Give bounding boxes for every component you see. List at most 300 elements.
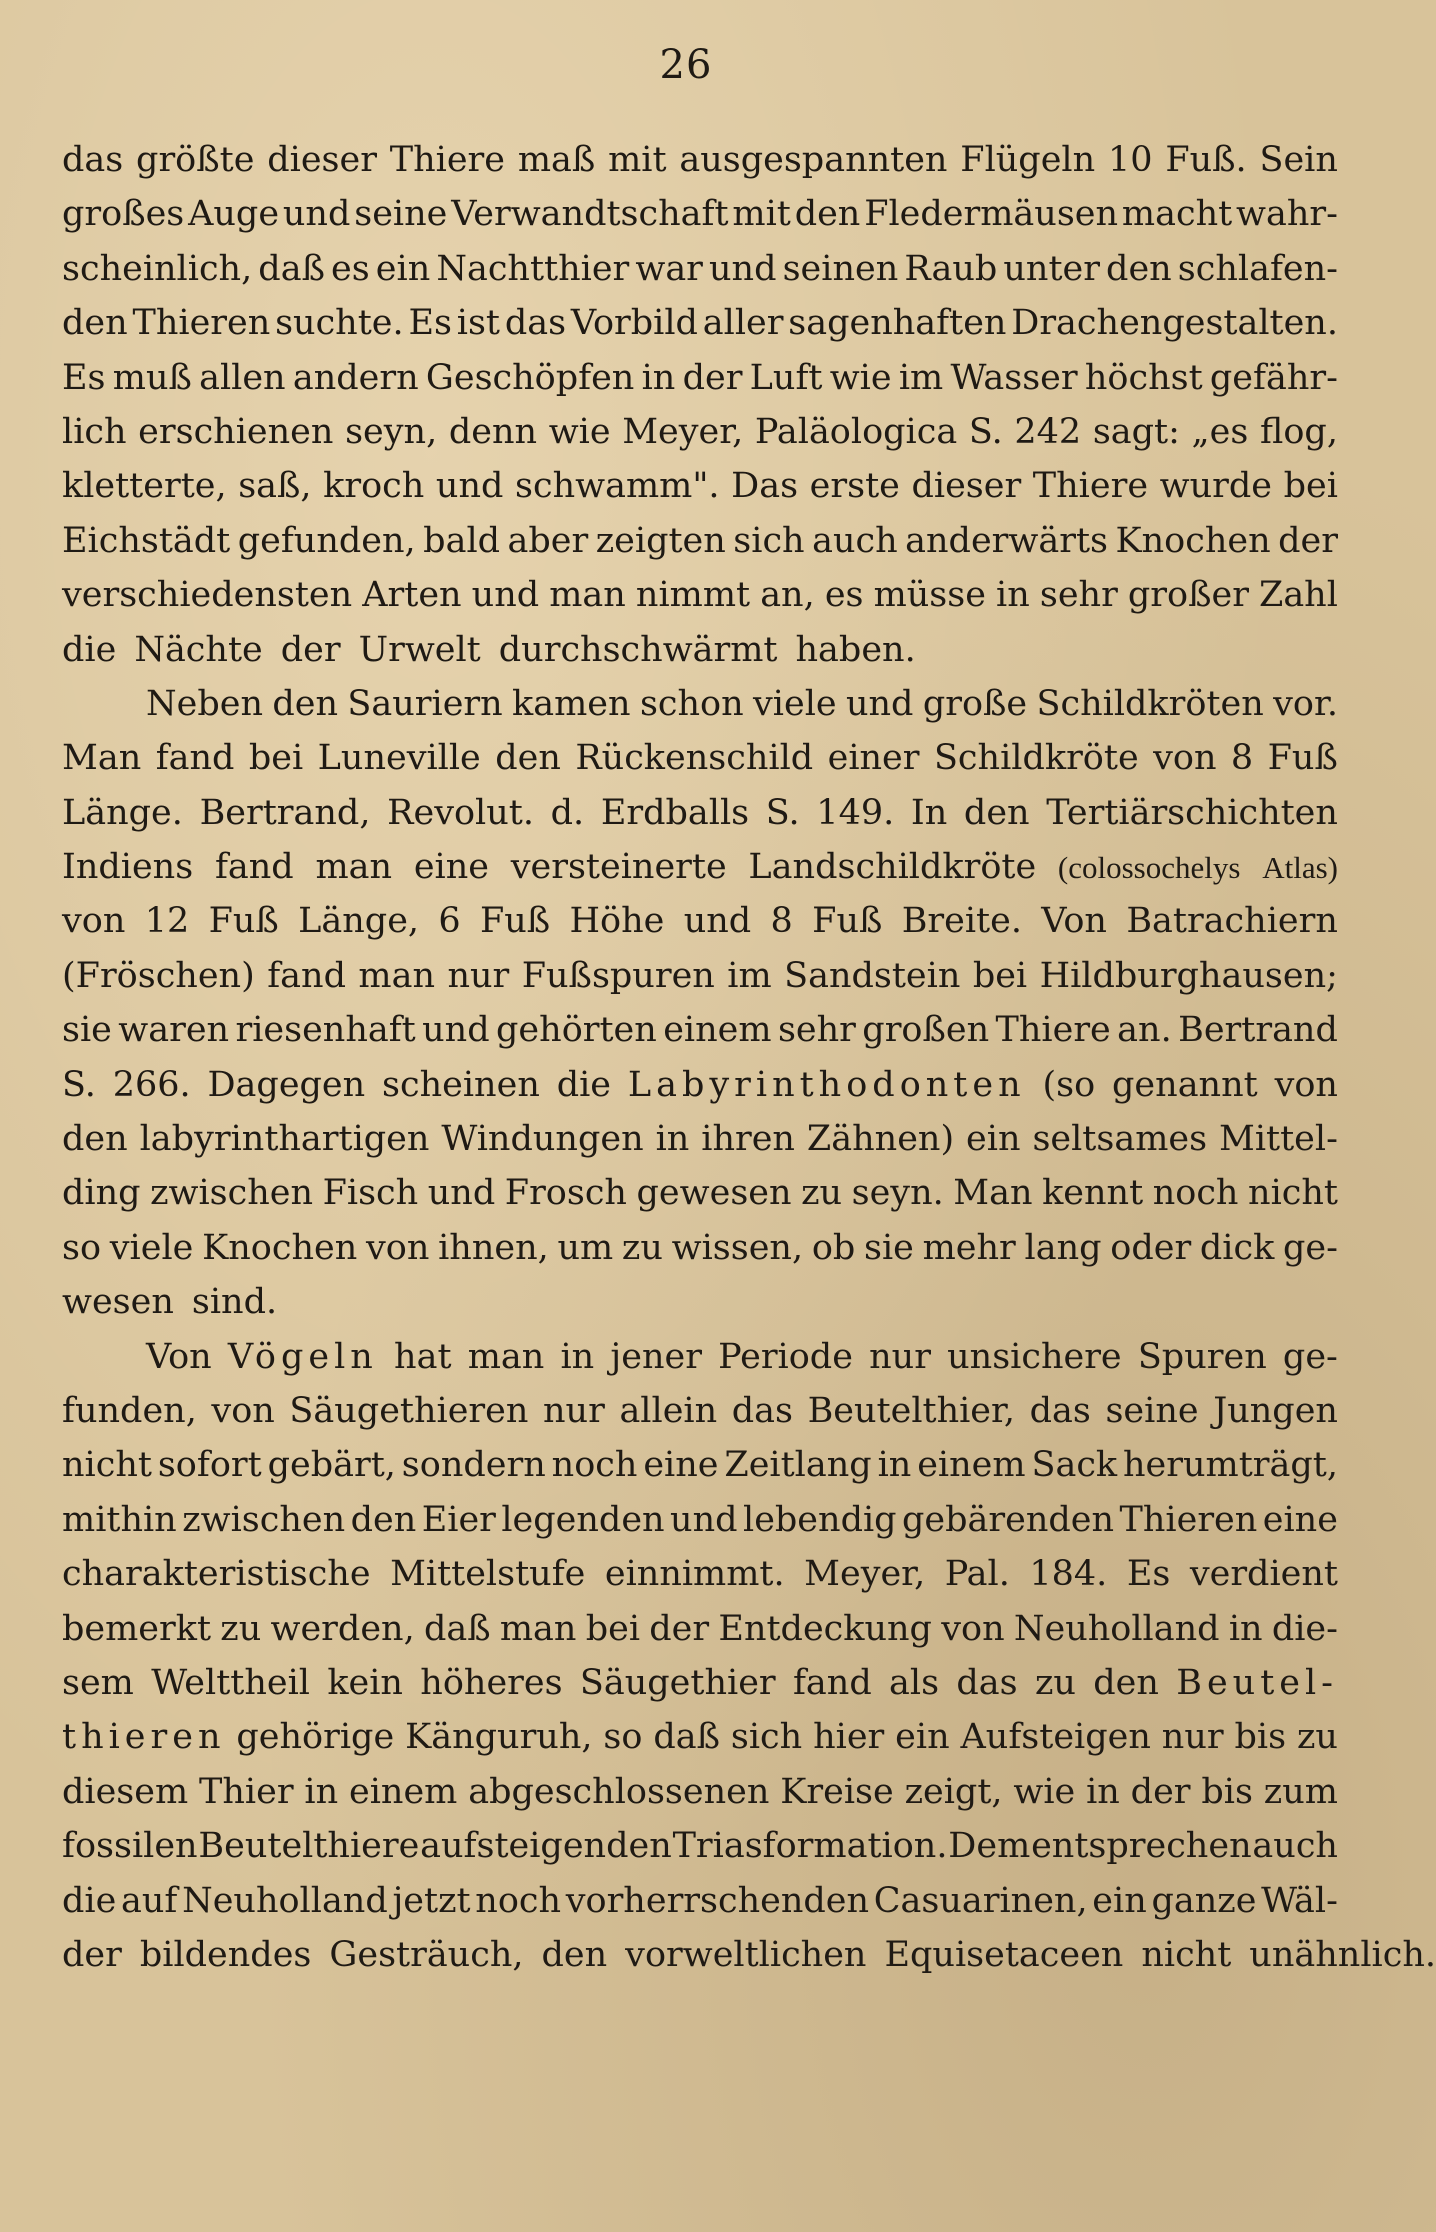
- word: sagenhaften: [788, 303, 1007, 344]
- word: aller: [702, 303, 784, 344]
- word: noch: [1152, 1173, 1239, 1214]
- text-line: [62, 1058, 1338, 1112]
- word: sehr: [1039, 575, 1118, 616]
- word: eine: [413, 847, 489, 888]
- word: Bertrand: [1178, 1010, 1338, 1051]
- word: Fuß: [812, 901, 883, 942]
- text-line: [62, 242, 1338, 296]
- word: kamen: [512, 683, 631, 724]
- word: thieren: [62, 1717, 226, 1758]
- word: diesem: [62, 1771, 189, 1812]
- word: sich: [733, 520, 805, 561]
- word: nur: [1161, 1717, 1224, 1758]
- word: ihren: [701, 1119, 795, 1160]
- text-line: [62, 1166, 1338, 1220]
- word: 8: [770, 901, 793, 942]
- word: zu: [801, 1173, 843, 1214]
- word: großes: [62, 194, 185, 235]
- word: Breite.: [901, 901, 1022, 942]
- word: großen: [862, 1010, 990, 1051]
- word: ein: [1092, 1880, 1147, 1921]
- word: Zähnen): [806, 1119, 955, 1160]
- word: nur: [543, 1390, 605, 1431]
- word: Urwelt: [358, 629, 481, 670]
- word: mit: [732, 194, 791, 235]
- word: den: [495, 738, 561, 779]
- word: Arten: [362, 575, 462, 616]
- word: die: [556, 1064, 612, 1105]
- word: Thiere: [389, 140, 506, 180]
- body-text: [62, 133, 1436, 1982]
- word: Vögeln: [227, 1336, 378, 1377]
- word: sie: [864, 1227, 914, 1268]
- word: denn: [448, 411, 538, 452]
- word: hier: [813, 1717, 885, 1758]
- word: bei: [248, 738, 304, 779]
- word: ding: [62, 1173, 141, 1214]
- word: bald: [423, 520, 501, 561]
- word: als: [889, 1662, 940, 1703]
- word: es: [824, 575, 864, 616]
- word: Aufsteigen: [960, 1717, 1151, 1758]
- word: Entdeckung: [718, 1608, 932, 1649]
- word: den: [794, 194, 861, 235]
- word: Verwandtschaft: [451, 194, 729, 235]
- word: zeigt,: [904, 1771, 1003, 1812]
- word: und: [427, 1173, 496, 1214]
- word: lebendig: [743, 1499, 897, 1540]
- word: sehr: [777, 1010, 856, 1051]
- word: Landschildkröte: [748, 847, 1037, 888]
- word: bildendes: [139, 1934, 312, 1975]
- word: fand: [214, 847, 294, 888]
- text-line: [62, 1928, 1436, 1982]
- word: Batrachiern: [1126, 901, 1338, 942]
- word: Länge.: [62, 792, 183, 833]
- word: vorherrschenden: [565, 1880, 870, 1921]
- word: sind.: [191, 1282, 278, 1323]
- word: ist: [456, 303, 501, 344]
- text-line: [62, 1493, 1338, 1547]
- word: wie: [548, 411, 611, 452]
- word: bei: [585, 1608, 641, 1649]
- word: sondern: [401, 1445, 546, 1486]
- word: herumträgt,: [1123, 1445, 1338, 1486]
- word: den: [1106, 248, 1172, 289]
- word: zu: [1296, 1717, 1338, 1758]
- text-line: [62, 1221, 1338, 1275]
- word: das: [956, 1662, 1018, 1703]
- word: seinen: [782, 248, 899, 289]
- word: Drachengestalten.: [1011, 303, 1338, 344]
- word: das: [62, 140, 124, 180]
- word: und: [670, 1499, 738, 1540]
- word: die: [62, 629, 117, 670]
- word: und: [282, 194, 351, 235]
- word: Paläologica: [754, 411, 958, 452]
- word: so: [62, 1227, 102, 1268]
- word: aufsteigenden: [420, 1826, 672, 1867]
- word: seine: [1105, 1390, 1199, 1431]
- word: Mittel-: [1219, 1119, 1338, 1160]
- word: wie: [829, 357, 892, 398]
- word: versteinerte: [510, 847, 727, 888]
- word: lich: [62, 411, 127, 452]
- word: das: [731, 1390, 793, 1431]
- word: Zeitlang: [724, 1445, 872, 1486]
- word: in: [996, 575, 1030, 616]
- word: Das: [731, 466, 799, 507]
- word: unter: [1003, 248, 1100, 289]
- word: den: [62, 1119, 128, 1160]
- text-line: [62, 1656, 1338, 1710]
- word: fossilen: [62, 1826, 198, 1867]
- word: ob: [811, 1227, 856, 1268]
- word: nicht: [1248, 1173, 1338, 1214]
- word: mit: [608, 140, 667, 180]
- word: vor.: [1273, 683, 1338, 724]
- word: seyn.: [851, 1173, 944, 1214]
- word: Welttheil: [151, 1662, 310, 1703]
- word: der: [682, 357, 743, 398]
- word: Sauriern: [347, 683, 503, 724]
- word: zu: [1034, 1662, 1076, 1703]
- word: verdient: [1189, 1554, 1338, 1595]
- word: Pal.: [944, 1554, 1010, 1595]
- word: In: [910, 792, 948, 833]
- word: nicht: [1141, 1934, 1232, 1975]
- text-line: [62, 1710, 1338, 1764]
- word: nicht: [62, 1445, 152, 1486]
- text-line: [62, 351, 1338, 405]
- word: (colossochelys: [1057, 850, 1241, 886]
- word: Beutelthier,: [807, 1390, 1016, 1431]
- word: vorweltlichen: [625, 1934, 867, 1975]
- word: anderwärts: [905, 520, 1108, 561]
- word: auf: [121, 1880, 178, 1921]
- word: zwischen: [182, 1499, 346, 1540]
- word: Vorbild: [570, 303, 698, 344]
- word: Sandstein: [784, 955, 961, 996]
- word: (Fröschen): [62, 955, 255, 996]
- text-line: [62, 568, 1338, 622]
- word: Equisetaceen: [884, 1934, 1124, 1975]
- text-line: [62, 1819, 1338, 1873]
- word: 266.: [112, 1064, 191, 1105]
- word: in: [655, 1119, 690, 1160]
- word: um: [557, 1227, 614, 1268]
- word: funden,: [62, 1390, 197, 1431]
- word: sem: [62, 1662, 134, 1703]
- word: bei: [972, 955, 1028, 996]
- text-line: [62, 1112, 1338, 1166]
- word: Geschöpfen: [425, 357, 635, 398]
- word: in: [560, 1336, 595, 1377]
- word: Wasser: [950, 357, 1078, 398]
- word: 8: [1230, 738, 1254, 779]
- word: Von: [1041, 901, 1107, 942]
- word: charakteristische: [62, 1554, 371, 1595]
- text-line: [62, 459, 1338, 513]
- word: Fuß: [1267, 738, 1338, 779]
- word: S.: [968, 411, 1003, 452]
- word: zu: [220, 1608, 262, 1649]
- word: Es: [1126, 1554, 1171, 1595]
- word: daß: [423, 1608, 491, 1649]
- word: den: [963, 792, 1030, 833]
- word: Säugethieren: [289, 1390, 529, 1431]
- word: Knochen: [202, 1227, 358, 1268]
- word: sofort: [157, 1445, 262, 1486]
- word: ein: [966, 1119, 1021, 1160]
- word: Atlas): [1262, 850, 1338, 886]
- word: mithin: [62, 1499, 177, 1540]
- text-line: [62, 840, 1338, 894]
- word: macht: [1121, 194, 1233, 235]
- text-line: [62, 514, 1338, 568]
- word: Man: [953, 1173, 1033, 1214]
- text-line: [62, 786, 1338, 840]
- word: zwischen: [150, 1173, 314, 1214]
- word: gewesen: [636, 1173, 792, 1214]
- word: bis: [1234, 1717, 1287, 1758]
- page-number: 26: [659, 42, 713, 88]
- word: dieser: [911, 466, 1022, 507]
- word: Luft: [749, 357, 823, 398]
- word: von: [941, 1608, 1005, 1649]
- word: gehörten: [496, 1010, 657, 1051]
- word: flog,: [1260, 411, 1338, 452]
- word: Neben: [146, 683, 263, 724]
- word: ein: [895, 1717, 950, 1758]
- word: ganze: [1151, 1880, 1257, 1921]
- text-line: [62, 1275, 1338, 1329]
- word: ge-: [1282, 1336, 1338, 1377]
- word: erschienen: [138, 411, 334, 452]
- word: viele: [753, 683, 837, 724]
- word: auch: [1252, 1826, 1338, 1867]
- word: Fuß: [208, 901, 279, 942]
- word: Revolut.: [387, 792, 534, 833]
- word: gefähr-: [1209, 357, 1338, 398]
- word: lang: [1024, 1227, 1102, 1268]
- word: man: [549, 575, 626, 616]
- word: hat: [394, 1336, 452, 1377]
- word: und: [709, 248, 777, 289]
- word: das: [1029, 1390, 1091, 1431]
- word: ausgespannten: [679, 140, 948, 180]
- word: Thier: [199, 1771, 294, 1812]
- word: große: [922, 683, 1028, 724]
- word: war: [635, 248, 703, 289]
- word: von: [62, 901, 126, 942]
- word: unsichere: [947, 1336, 1122, 1377]
- word: wesen: [62, 1282, 174, 1323]
- word: dieser: [267, 140, 377, 180]
- word: fand: [155, 738, 235, 779]
- word: oder: [1110, 1227, 1192, 1268]
- word: Bertrand,: [199, 792, 371, 833]
- text-line: [62, 1438, 1338, 1492]
- word: verschiedensten: [62, 575, 353, 616]
- word: sie: [62, 1010, 112, 1051]
- word: 242: [1014, 411, 1082, 452]
- word: schwamm".: [515, 466, 720, 507]
- text-line: [62, 1003, 1338, 1057]
- word: der: [62, 1934, 122, 1975]
- word: einer: [827, 738, 920, 779]
- word: von: [1153, 738, 1217, 779]
- word: bei: [1283, 466, 1338, 507]
- word: und: [435, 466, 504, 507]
- word: man: [467, 1336, 545, 1377]
- word: fand: [792, 1662, 872, 1703]
- word: seine: [354, 194, 448, 235]
- word: genannt: [1112, 1064, 1258, 1105]
- text-line: [62, 1602, 1338, 1656]
- word: Spuren: [1137, 1336, 1267, 1377]
- word: und: [471, 575, 540, 616]
- word: entsprechen: [1031, 1826, 1252, 1867]
- word: viele: [109, 1227, 194, 1268]
- word: maß: [517, 140, 596, 180]
- word: Luneville: [317, 738, 481, 779]
- word: höchst: [1084, 357, 1203, 398]
- word: Triasformation.: [672, 1826, 948, 1867]
- word: den: [272, 683, 339, 724]
- word: der: [1130, 1771, 1191, 1812]
- word: im: [898, 357, 944, 398]
- word: Knochen: [1115, 520, 1271, 561]
- word: scheinlich,: [62, 248, 253, 289]
- word: saß,: [238, 466, 312, 507]
- word: Schildkröte: [933, 738, 1139, 779]
- word: Fußspuren: [521, 955, 715, 996]
- word: man: [499, 1608, 577, 1649]
- word: Fledermäusen: [864, 194, 1119, 235]
- word: Kreise: [780, 1771, 894, 1812]
- word: in: [641, 357, 676, 398]
- word: gefunden,: [237, 520, 416, 561]
- word: Auge: [188, 194, 280, 235]
- word: Thieren: [132, 303, 271, 344]
- word: Dem: [948, 1826, 1031, 1867]
- word: Mittelstufe: [390, 1554, 586, 1595]
- word: wie: [1013, 1771, 1076, 1812]
- word: Man: [62, 738, 142, 779]
- word: jener: [610, 1336, 702, 1377]
- word: der: [1278, 520, 1338, 561]
- word: das: [504, 303, 567, 344]
- word: Von: [146, 1336, 212, 1377]
- text-line: [62, 1874, 1338, 1928]
- word: Wäl-: [1261, 1880, 1338, 1921]
- text-line: [62, 133, 1338, 187]
- word: Windungen: [441, 1119, 644, 1160]
- word: Periode: [718, 1336, 853, 1377]
- word: ein: [375, 248, 431, 289]
- word: von: [1274, 1064, 1338, 1105]
- word: den: [350, 1499, 417, 1540]
- word: labyrinthartigen: [139, 1119, 430, 1160]
- text-line: [62, 187, 1338, 241]
- word: Meyer,: [804, 1554, 926, 1595]
- word: von: [365, 1227, 430, 1268]
- word: an.: [1117, 1010, 1172, 1051]
- word: scheinen: [382, 1064, 540, 1105]
- word: Eichstädt: [62, 520, 231, 561]
- word: Labyrinthodonten: [627, 1064, 1026, 1105]
- word: legenden: [501, 1499, 665, 1540]
- word: nur: [869, 1336, 931, 1377]
- word: noch: [551, 1445, 638, 1486]
- text-line: [62, 677, 1338, 731]
- word: fand: [267, 955, 346, 996]
- word: einnimmt.: [604, 1554, 785, 1595]
- word: so: [603, 1717, 643, 1758]
- word: in: [304, 1771, 339, 1812]
- word: höheres: [420, 1662, 563, 1703]
- word: zum: [1263, 1771, 1338, 1812]
- word: die-: [1271, 1608, 1338, 1649]
- word: andern: [292, 357, 419, 398]
- word: (so: [1042, 1064, 1096, 1105]
- word: 12: [144, 901, 190, 942]
- word: Thiere: [1032, 466, 1149, 507]
- word: Gesträuch,: [329, 1934, 524, 1975]
- word: durchschwärmt: [498, 629, 778, 670]
- word: Höhe: [569, 901, 665, 942]
- word: schlafen-: [1177, 248, 1338, 289]
- word: im: [727, 955, 772, 996]
- word: Neuholland: [1013, 1608, 1220, 1649]
- word: S.: [765, 792, 800, 833]
- word: ihnen,: [438, 1227, 549, 1268]
- word: mehr: [922, 1227, 1016, 1268]
- word: Beutel-: [1176, 1662, 1338, 1703]
- word: Hildburghausen;: [1039, 955, 1338, 996]
- text-line: [62, 949, 1338, 1003]
- word: Säugethier: [579, 1662, 776, 1703]
- text-line: [62, 1330, 1338, 1384]
- word: Sein: [1259, 140, 1338, 180]
- word: Rückenschild: [575, 738, 814, 779]
- word: sich: [730, 1717, 803, 1758]
- word: in: [1228, 1608, 1263, 1649]
- word: großer: [1127, 575, 1249, 616]
- word: den: [1093, 1662, 1159, 1703]
- word: die: [62, 1880, 117, 1921]
- word: zu: [621, 1227, 663, 1268]
- text-line: [62, 1384, 1338, 1438]
- word: gebärenden: [902, 1499, 1115, 1540]
- text-line: [62, 296, 1338, 350]
- word: wissen,: [671, 1227, 804, 1268]
- word: einem: [349, 1771, 458, 1812]
- word: zeigten: [595, 520, 726, 561]
- word: man: [358, 955, 436, 996]
- text-line: [62, 1765, 1338, 1819]
- word: Neuholland: [182, 1880, 388, 1921]
- word: muß: [112, 357, 192, 398]
- word: Indiens: [62, 847, 194, 888]
- word: größte: [136, 140, 255, 180]
- word: Fuß: [479, 901, 551, 942]
- word: Erdballs: [600, 792, 750, 833]
- word: haben.: [795, 629, 916, 670]
- word: seyn,: [345, 411, 438, 452]
- word: und: [422, 1010, 490, 1051]
